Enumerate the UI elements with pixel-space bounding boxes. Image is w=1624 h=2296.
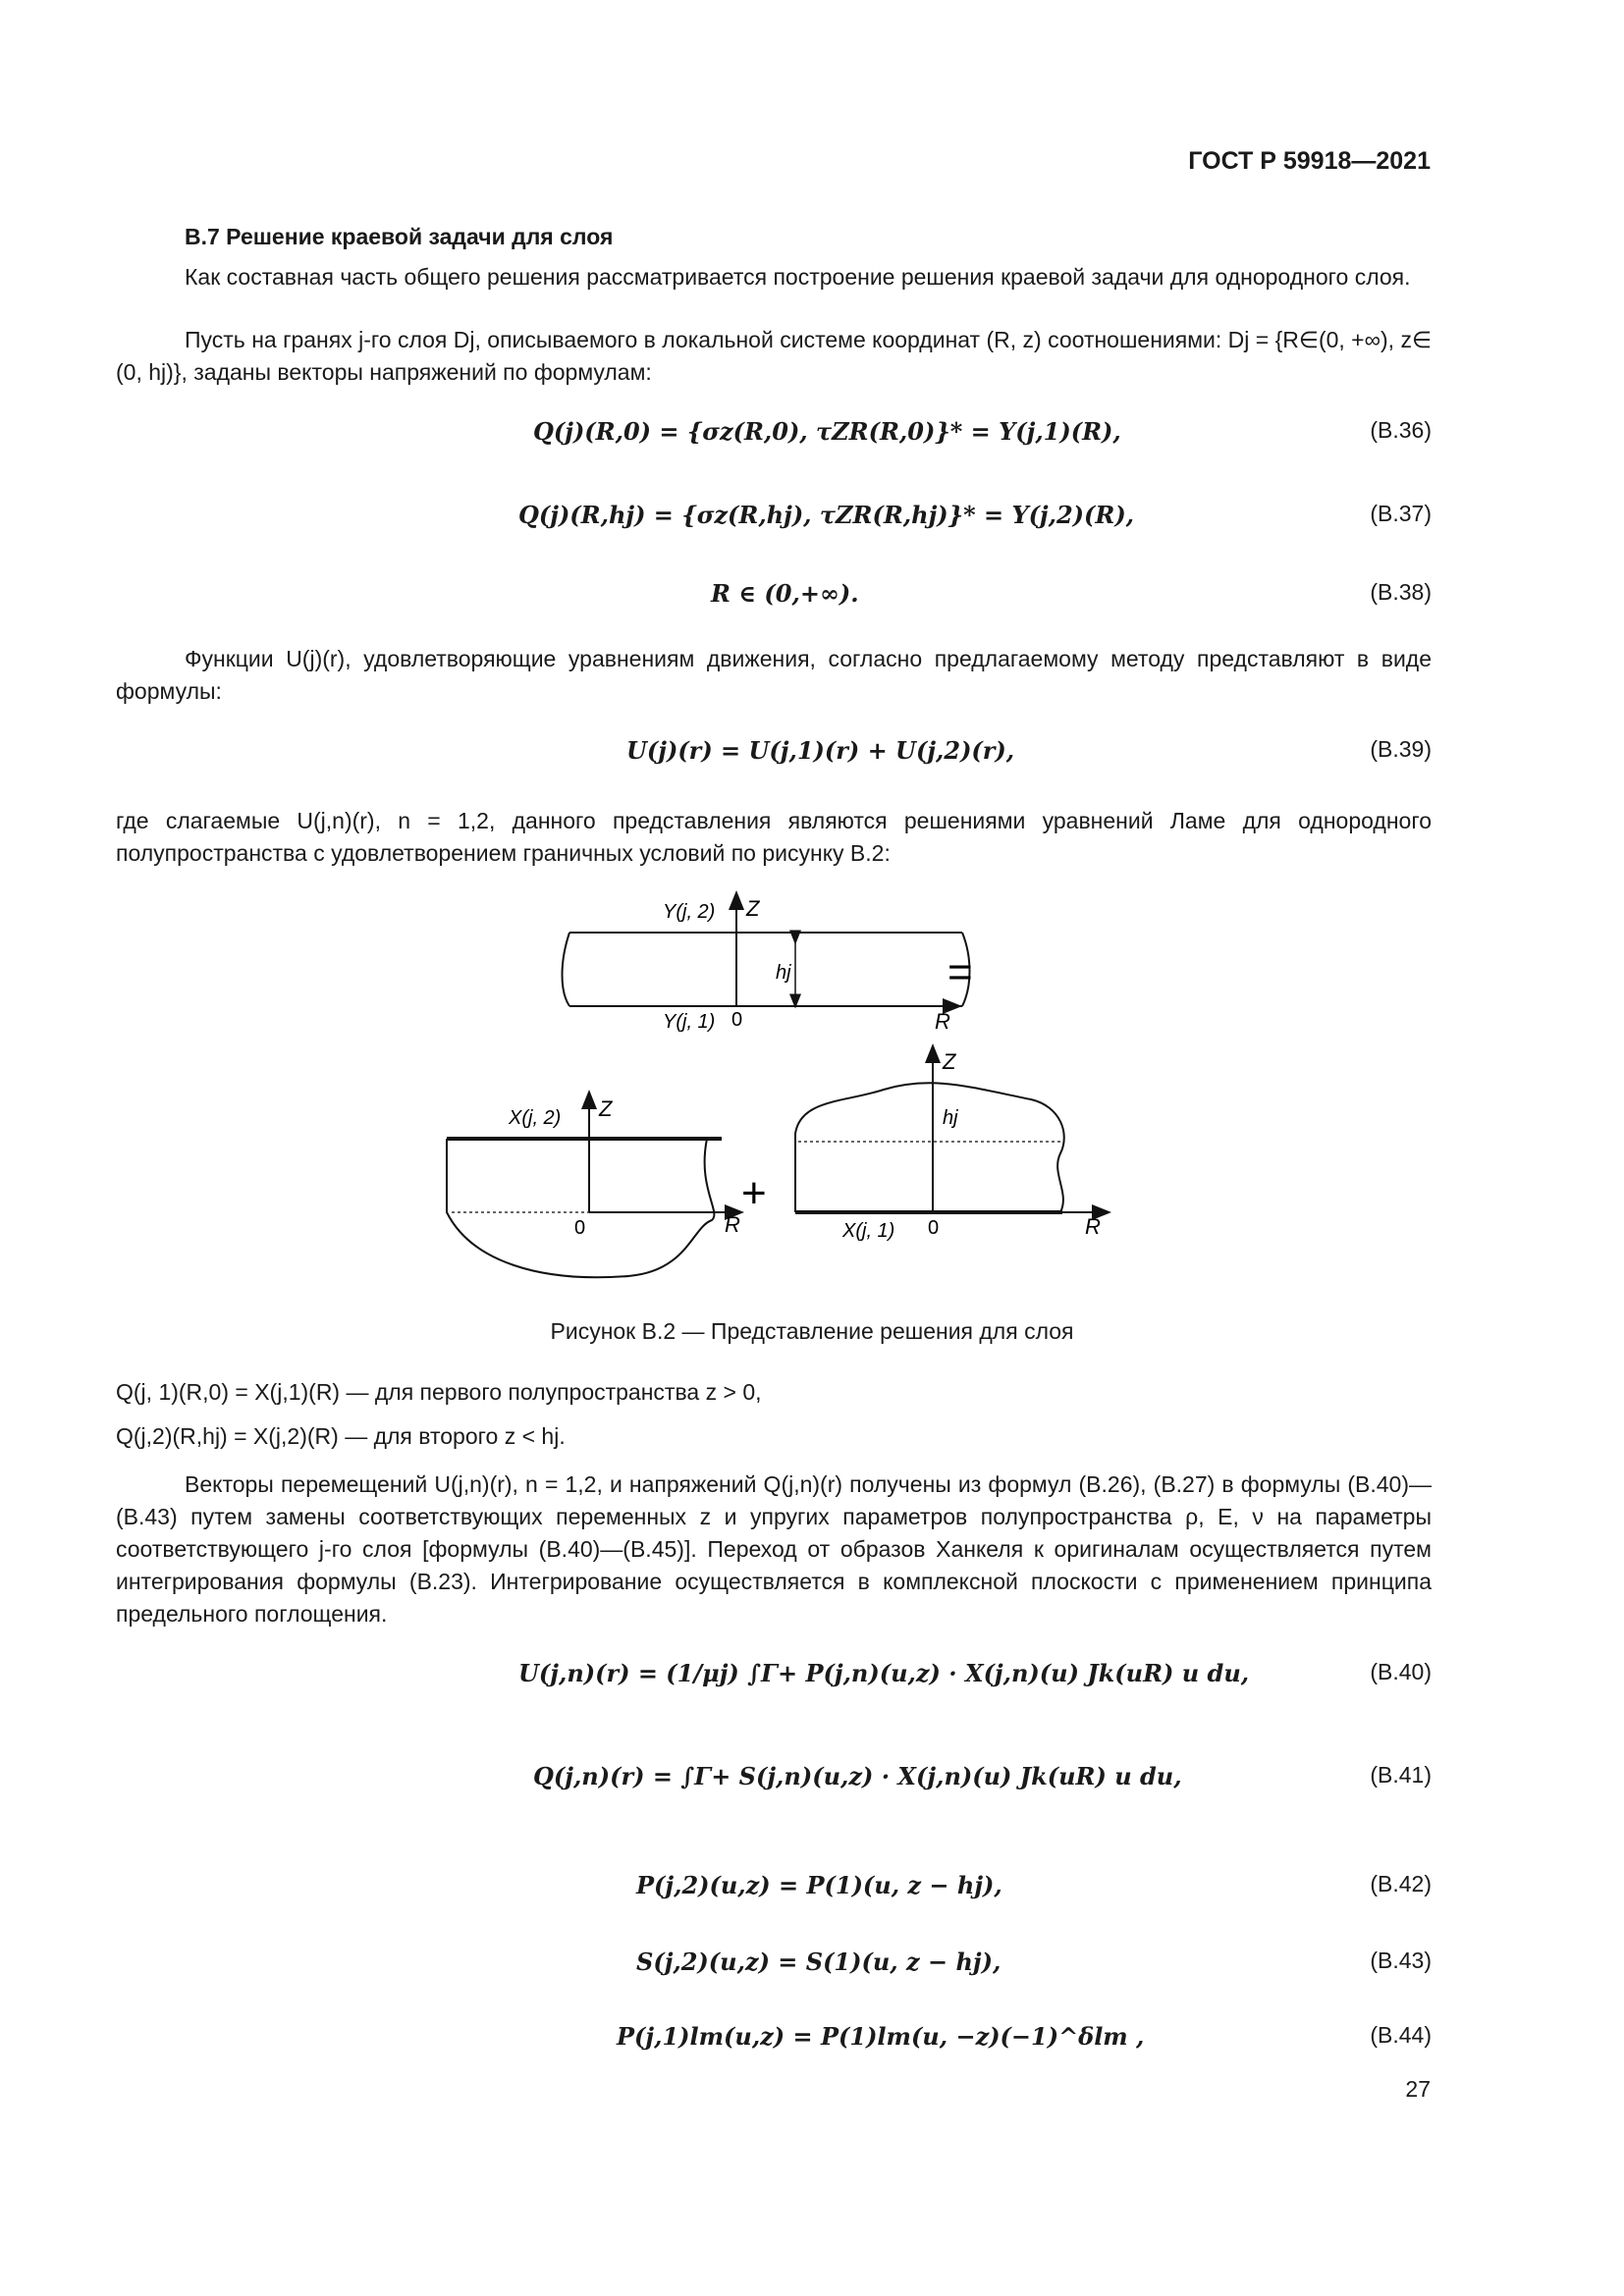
paragraph: Векторы перемещений U(j,n)(r), n = 1,2, и напряжений Q(j,n)(r) получены из формул (В.26), (В.27) в формулы (В.40)—(В.43) путем замены соответствующих переменных z и упругих параметров полупространства ρ, E, ν на параметры соответствующего j-го слоя [формулы (В.40)—(В.45)]. Переход от образов Ханкеля к оригиналам осуществляется путем интегрирования формулы (В.23). Интегрирование осуществляется в комплексной плоскости с применением принципа предельного поглощения. — [116, 1471, 1432, 1627]
label-y1: Y(j, 1) — [663, 1011, 716, 1033]
halfspace-outline — [795, 1083, 1064, 1212]
equation-number: (В.42) — [1370, 1871, 1432, 1896]
label-z: Z — [943, 1049, 956, 1074]
equation-formula: Q(j)(R,hj) = {σz(R,hj), τZR(R,hj)}* = Y(j,2)(R), — [518, 501, 1135, 529]
equation-row — [116, 501, 1432, 540]
condition-line: Q(j, 1)(R,0) = X(j,1)(R) — для первого полупространства z > 0, — [116, 1379, 762, 1405]
equation-row — [116, 1659, 1432, 1698]
equation-row — [116, 736, 1432, 775]
equation-formula: P(j,2)(u,z) = P(1)(u, z − hj), — [636, 1871, 1002, 1899]
label-r: R — [1085, 1214, 1101, 1239]
label-r: R — [725, 1212, 740, 1237]
equation-number: (В.36) — [1370, 417, 1432, 443]
equation-number: (В.43) — [1370, 1948, 1432, 1973]
equation-number: (В.40) — [1370, 1659, 1432, 1684]
equation-row — [116, 1762, 1432, 1801]
equation-row — [116, 2022, 1432, 2061]
halfspace-outline — [447, 1139, 714, 1277]
top-layer-diagram — [563, 900, 970, 1006]
label-y2: Y(j, 2) — [663, 901, 716, 923]
label-zero: 0 — [574, 1217, 586, 1239]
equation-formula: Q(j)(R,0) = {σz(R,0), τZR(R,0)}* = Y(j,1)(R), — [533, 417, 1121, 446]
layer-left-edge — [563, 933, 570, 1006]
equation-row — [116, 417, 1432, 456]
condition-line: Q(j,2)(R,hj) = X(j,2)(R) — для второго z < hj. — [116, 1423, 566, 1449]
equation-row — [116, 579, 1432, 618]
label-z: Z — [746, 896, 760, 921]
equation-formula: U(j,n)(r) = (1/μj) ∫Γ+ P(j,n)(u,z) · X(j,n)(u) Jk(uR) u du, — [518, 1659, 1250, 1687]
equation-formula: Q(j,n)(r) = ∫Γ+ S(j,n)(u,z) · X(j,n)(u) Jk(uR) u du, — [533, 1762, 1182, 1790]
paragraph: Пусть на гранях j-го слоя Dj, описываемого в локальной системе координат (R, z) соотношениями: Dj = {R∈(0, +∞), z∈ (0, hj)}, заданы векторы напряжений по формулам: — [116, 327, 1432, 385]
figure-caption: Рисунок В.2 — Представление решения для слоя — [550, 1318, 1074, 1344]
document-header: ГОСТ Р 59918—2021 — [1188, 147, 1431, 175]
label-z: Z — [599, 1096, 613, 1121]
equation-formula: P(j,1)lm(u,z) = P(1)lm(u, −z)(−1)^δlm , — [617, 2022, 1145, 2051]
label-zero: 0 — [731, 1009, 743, 1031]
paragraph: где слагаемые U(j,n)(r), n = 1,2, данного представления являются решениями уравнений Ламе для однородного полупространства с удовлетворением граничных условий по рисунку В.2: — [116, 808, 1432, 866]
paragraph: Как составная часть общего решения рассматривается построение решения краевой задачи для однородного слоя. — [185, 264, 1411, 290]
right-halfspace-diagram — [795, 1053, 1102, 1212]
plus-sign: + — [741, 1169, 767, 1217]
equation-formula: R ∈ (0,+∞). — [711, 579, 859, 608]
label-hj: hj — [776, 962, 791, 984]
label-r: R — [935, 1009, 950, 1034]
label-hj: hj — [943, 1107, 958, 1129]
equation-formula: S(j,2)(u,z) = S(1)(u, z − hj), — [636, 1948, 1001, 1976]
left-halfspace-diagram — [447, 1099, 734, 1277]
equation-number: (В.41) — [1370, 1762, 1432, 1788]
equation-row — [116, 1871, 1432, 1910]
page-number: 27 — [1405, 2076, 1431, 2102]
equation-number: (В.39) — [1370, 736, 1432, 762]
section-title: В.7 Решение краевой задачи для слоя — [185, 224, 614, 249]
label-x1: X(j, 1) — [842, 1220, 895, 1242]
equation-number: (В.44) — [1370, 2022, 1432, 2048]
equals-sign: = — [947, 948, 973, 996]
figure-b2 — [422, 888, 1168, 1291]
equation-row — [116, 1948, 1432, 1987]
paragraph: Функции U(j)(r), удовлетворяющие уравнениям движения, согласно предлагаемому методу представляют в виде формулы: — [116, 646, 1432, 704]
label-zero: 0 — [928, 1217, 940, 1239]
equation-number: (В.38) — [1370, 579, 1432, 605]
equation-number: (В.37) — [1370, 501, 1432, 526]
label-x2: X(j, 2) — [509, 1107, 562, 1129]
equation-formula: U(j)(r) = U(j,1)(r) + U(j,2)(r), — [626, 736, 1015, 765]
